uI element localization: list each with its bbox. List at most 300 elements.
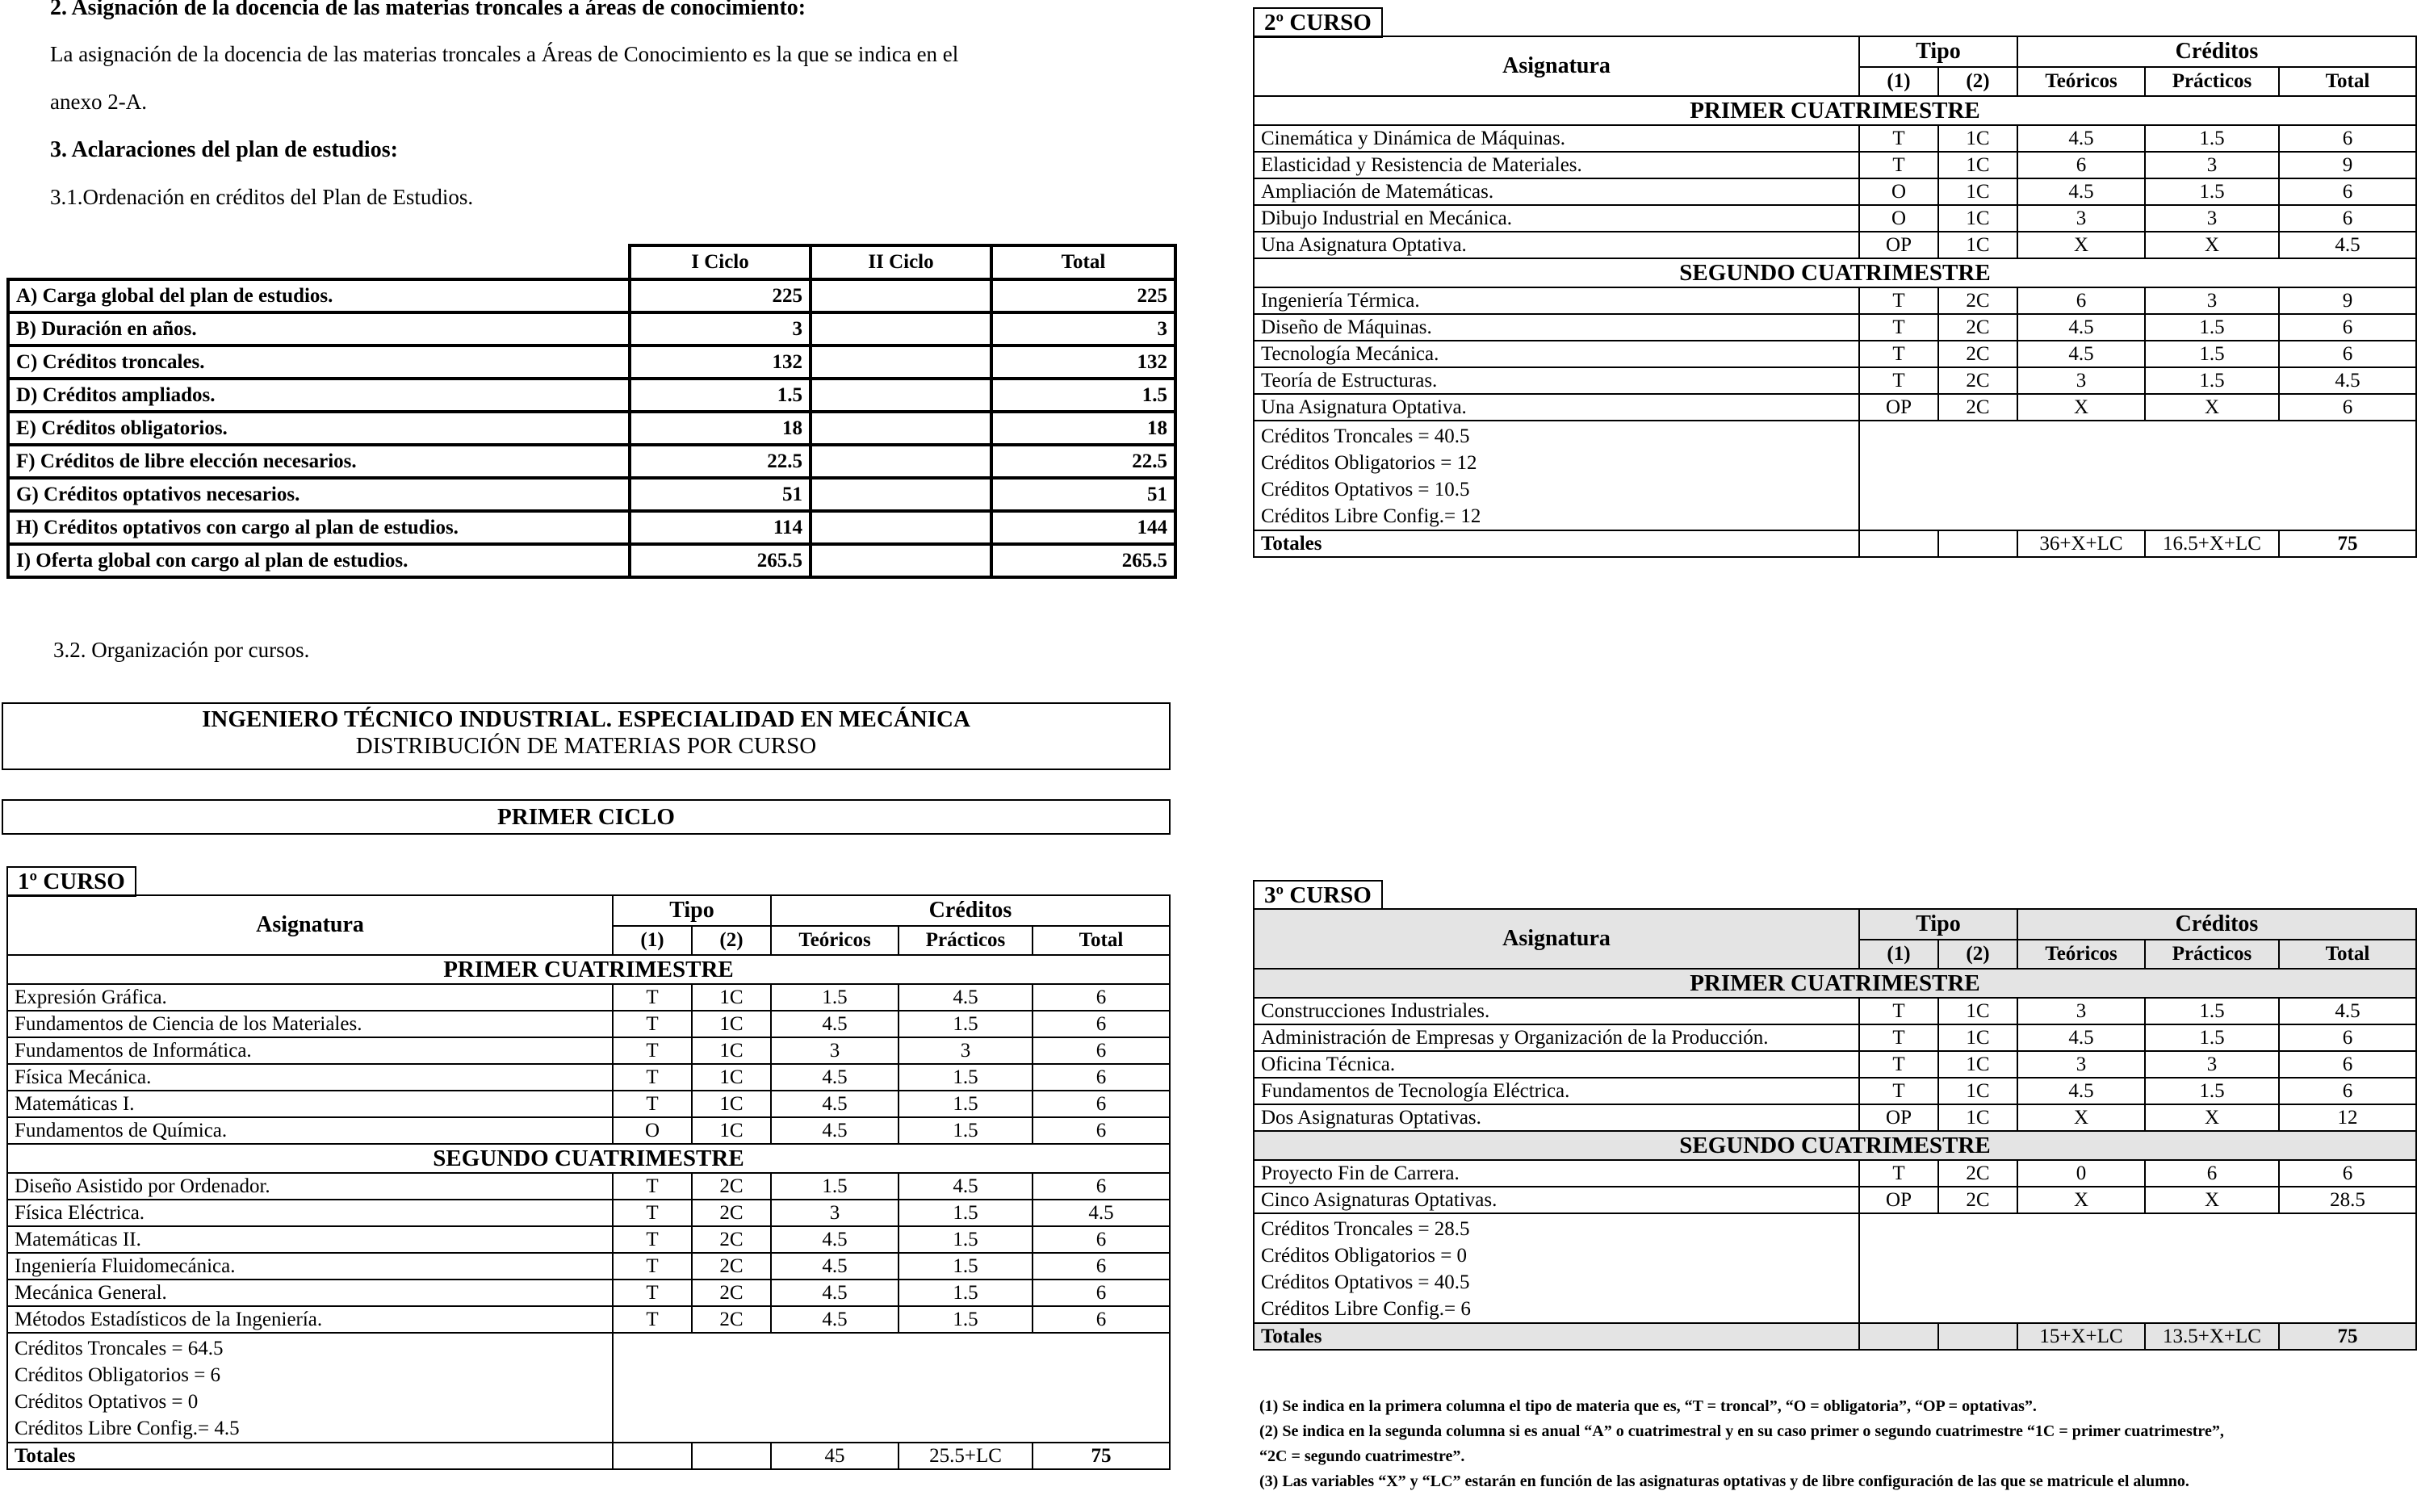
credits-row-label: A) Carga global del plan de estudios. bbox=[8, 279, 630, 312]
course-type-1: T bbox=[1859, 314, 1938, 341]
summary-cell bbox=[1254, 421, 1859, 530]
credits-row-label: I) Oferta global con cargo al plan de estudios. bbox=[8, 544, 630, 577]
course-practicos: X bbox=[2145, 1187, 2279, 1213]
course-row bbox=[1254, 125, 2416, 152]
header-tipo-1: (1) bbox=[613, 926, 692, 955]
course-teoricos: 6 bbox=[2017, 152, 2145, 178]
course-type-2: 1C bbox=[692, 1064, 771, 1091]
course-type-2: 1C bbox=[692, 1037, 771, 1064]
course-total: 6 bbox=[1033, 1226, 1170, 1253]
header-row-1 bbox=[1254, 909, 2416, 940]
course-name: Fundamentos de Informática. bbox=[7, 1037, 613, 1064]
totals-teoricos: 15+X+LC bbox=[2017, 1323, 2145, 1350]
header-teoricos: Teóricos bbox=[2017, 940, 2145, 969]
footnote-2b: “2C = segundo cuatrimestre”. bbox=[1259, 1447, 1465, 1465]
credits-row bbox=[8, 379, 1175, 412]
credits-row bbox=[8, 478, 1175, 511]
course-type-1: T bbox=[1859, 287, 1938, 314]
course-total: 9 bbox=[2279, 152, 2416, 178]
course-type-2: 2C bbox=[1938, 341, 2017, 367]
footnote-3: (3) Las variables “X” y “LC” estarán en función de las asignaturas optativas y de libre configuración de las que se matricule el alumno. bbox=[1259, 1472, 2189, 1490]
course-practicos: 3 bbox=[2145, 287, 2279, 314]
title-line-2: DISTRIBUCIÓN DE MATERIAS POR CURSO bbox=[355, 733, 817, 759]
totals-total: 75 bbox=[2279, 1323, 2416, 1350]
course-row bbox=[7, 1306, 1170, 1333]
course-teoricos: 0 bbox=[2017, 1160, 2145, 1187]
credits-row-ciclo1: 51 bbox=[630, 478, 811, 511]
course-total: 12 bbox=[2279, 1104, 2416, 1131]
course-row bbox=[1254, 367, 2416, 394]
course-practicos: 4.5 bbox=[899, 1173, 1033, 1200]
course-type-2: 1C bbox=[1938, 125, 2017, 152]
totals-type-2 bbox=[692, 1443, 771, 1469]
subheading-3-1: 3.1.Ordenación en créditos del Plan de Estudios. bbox=[50, 185, 474, 209]
course-teoricos: 4.5 bbox=[771, 1091, 899, 1117]
course-practicos: 1.5 bbox=[899, 1280, 1033, 1306]
course-name: Ingeniería Fluidomecánica. bbox=[7, 1253, 613, 1280]
course-name: Dos Asignaturas Optativas. bbox=[1254, 1104, 1859, 1131]
credits-row-ciclo1: 3 bbox=[630, 312, 811, 346]
course-total: 6 bbox=[2279, 178, 2416, 205]
credits-row-label: C) Créditos troncales. bbox=[8, 346, 630, 379]
course-teoricos: 3 bbox=[2017, 367, 2145, 394]
course-type-1: T bbox=[1859, 1051, 1938, 1078]
course-row bbox=[7, 1117, 1170, 1144]
course-row bbox=[7, 1064, 1170, 1091]
course-type-2: 1C bbox=[1938, 998, 2017, 1024]
course-name: Cinco Asignaturas Optativas. bbox=[1254, 1187, 1859, 1213]
summary-line: Créditos Libre Config.= 12 bbox=[1261, 505, 1481, 527]
header-tipo: Tipo bbox=[1859, 36, 2017, 67]
credits-row-ciclo1: 225 bbox=[630, 279, 811, 312]
course-teoricos: 4.5 bbox=[2017, 178, 2145, 205]
course-row bbox=[1254, 341, 2416, 367]
section-segundo-cuatrimestre-label: SEGUNDO CUATRIMESTRE bbox=[7, 1144, 1170, 1173]
course-teoricos: X bbox=[2017, 1187, 2145, 1213]
course-teoricos: 4.5 bbox=[771, 1280, 899, 1306]
course-type-2: 1C bbox=[1938, 152, 2017, 178]
course-teoricos: 4.5 bbox=[2017, 125, 2145, 152]
course-type-2: 1C bbox=[1938, 178, 2017, 205]
course-row bbox=[1254, 1160, 2416, 1187]
course-name: Fundamentos de Tecnología Eléctrica. bbox=[1254, 1078, 1859, 1104]
course-name: Una Asignatura Optativa. bbox=[1254, 394, 1859, 421]
course-practicos: 1.5 bbox=[899, 1091, 1033, 1117]
credits-row-label: F) Créditos de libre elección necesarios. bbox=[8, 445, 630, 478]
course-name: Ingeniería Térmica. bbox=[1254, 287, 1859, 314]
course-teoricos: 6 bbox=[2017, 287, 2145, 314]
course-type-2: 2C bbox=[692, 1306, 771, 1333]
header-tipo-1: (1) bbox=[1859, 67, 1938, 96]
header-teoricos: Teóricos bbox=[771, 926, 899, 955]
course-name: Cinemática y Dinámica de Máquinas. bbox=[1254, 125, 1859, 152]
summary-line: Créditos Libre Config.= 4.5 bbox=[15, 1418, 240, 1439]
course-practicos: 1.5 bbox=[2145, 1078, 2279, 1104]
course-teoricos: 3 bbox=[771, 1037, 899, 1064]
course-name: Física Mecánica. bbox=[7, 1064, 613, 1091]
course-row bbox=[7, 1091, 1170, 1117]
course-practicos: 1.5 bbox=[899, 1226, 1033, 1253]
header-practicos: Prácticos bbox=[2145, 940, 2279, 969]
course-name: Una Asignatura Optativa. bbox=[1254, 232, 1859, 258]
section-segundo-cuatrimestre bbox=[1254, 1131, 2416, 1160]
summary-row bbox=[7, 1333, 1170, 1443]
course-row bbox=[1254, 287, 2416, 314]
curso1-label: 1º CURSO bbox=[6, 866, 136, 897]
summary-empty bbox=[1859, 421, 2416, 530]
course-type-1: T bbox=[613, 1037, 692, 1064]
section-segundo-cuatrimestre-label: SEGUNDO CUATRIMESTRE bbox=[1254, 258, 2416, 287]
summary-line: Créditos Troncales = 40.5 bbox=[1261, 425, 1470, 447]
course-row bbox=[7, 1173, 1170, 1200]
course-type-2: 1C bbox=[1938, 205, 2017, 232]
credits-row-ciclo1: 1.5 bbox=[630, 379, 811, 412]
header-tipo-2: (2) bbox=[1938, 940, 2017, 969]
course-type-1: T bbox=[613, 1226, 692, 1253]
course-practicos: 1.5 bbox=[2145, 367, 2279, 394]
course-name: Teoría de Estructuras. bbox=[1254, 367, 1859, 394]
course-teoricos: 4.5 bbox=[2017, 1024, 2145, 1051]
header-asignatura: Asignatura bbox=[1254, 36, 1859, 96]
course-practicos: 4.5 bbox=[899, 984, 1033, 1011]
course-type-2: 1C bbox=[1938, 1051, 2017, 1078]
totals-type-1 bbox=[1859, 530, 1938, 557]
course-name: Diseño Asistido por Ordenador. bbox=[7, 1173, 613, 1200]
course-type-2: 2C bbox=[692, 1253, 771, 1280]
credits-row-total: 265.5 bbox=[991, 544, 1175, 577]
credits-row-ciclo1: 132 bbox=[630, 346, 811, 379]
course-name: Expresión Gráfica. bbox=[7, 984, 613, 1011]
credits-row-label: B) Duración en años. bbox=[8, 312, 630, 346]
course-row bbox=[1254, 1104, 2416, 1131]
summary-line: Créditos Troncales = 28.5 bbox=[1261, 1218, 1470, 1240]
course-type-2: 1C bbox=[1938, 232, 2017, 258]
summary-line: Créditos Optativos = 40.5 bbox=[1261, 1271, 1470, 1293]
course-type-1: OP bbox=[1859, 1104, 1938, 1131]
course-practicos: 3 bbox=[2145, 152, 2279, 178]
header-creditos: Créditos bbox=[2017, 909, 2416, 940]
course-practicos: 1.5 bbox=[2145, 1024, 2279, 1051]
course-teoricos: 3 bbox=[2017, 1051, 2145, 1078]
course-practicos: 1.5 bbox=[899, 1253, 1033, 1280]
course-name: Ampliación de Matemáticas. bbox=[1254, 178, 1859, 205]
section-primer-cuatrimestre-label: PRIMER CUATRIMESTRE bbox=[1254, 969, 2416, 998]
section-primer-cuatrimestre bbox=[1254, 969, 2416, 998]
totals-practicos: 16.5+X+LC bbox=[2145, 530, 2279, 557]
course-total: 4.5 bbox=[2279, 998, 2416, 1024]
course-teoricos: X bbox=[2017, 1104, 2145, 1131]
course-practicos: 1.5 bbox=[899, 1306, 1033, 1333]
course-practicos: 1.5 bbox=[899, 1200, 1033, 1226]
course-row bbox=[1254, 152, 2416, 178]
totals-type-2 bbox=[1938, 530, 2017, 557]
course-total: 9 bbox=[2279, 287, 2416, 314]
credits-row-total: 3 bbox=[991, 312, 1175, 346]
credits-row-ciclo2 bbox=[811, 544, 991, 577]
course-name: Elasticidad y Resistencia de Materiales. bbox=[1254, 152, 1859, 178]
curso1-table bbox=[6, 894, 1171, 1470]
course-practicos: 1.5 bbox=[899, 1117, 1033, 1144]
course-row bbox=[1254, 1024, 2416, 1051]
totals-teoricos: 36+X+LC bbox=[2017, 530, 2145, 557]
header-tipo-1: (1) bbox=[1859, 940, 1938, 969]
credits-row-total: 144 bbox=[991, 511, 1175, 544]
summary-line: Créditos Optativos = 10.5 bbox=[1261, 479, 1470, 501]
header-row-1 bbox=[1254, 36, 2416, 67]
totals-row bbox=[7, 1443, 1170, 1469]
course-type-1: O bbox=[613, 1117, 692, 1144]
course-total: 4.5 bbox=[2279, 232, 2416, 258]
course-practicos: 3 bbox=[2145, 1051, 2279, 1078]
course-row bbox=[1254, 998, 2416, 1024]
totals-total: 75 bbox=[1033, 1443, 1170, 1469]
course-type-2: 1C bbox=[692, 1011, 771, 1037]
summary-cell bbox=[1254, 1213, 1859, 1323]
course-row bbox=[7, 1200, 1170, 1226]
course-teoricos: X bbox=[2017, 232, 2145, 258]
totals-practicos: 13.5+X+LC bbox=[2145, 1323, 2279, 1350]
credits-row-total: 132 bbox=[991, 346, 1175, 379]
course-type-1: T bbox=[613, 1064, 692, 1091]
header-practicos: Prácticos bbox=[899, 926, 1033, 955]
course-teoricos: 4.5 bbox=[771, 1306, 899, 1333]
credits-row-ciclo2 bbox=[811, 511, 991, 544]
course-type-1: T bbox=[613, 984, 692, 1011]
course-type-1: T bbox=[1859, 341, 1938, 367]
course-row bbox=[1254, 178, 2416, 205]
course-total: 6 bbox=[2279, 125, 2416, 152]
header-asignatura: Asignatura bbox=[1254, 909, 1859, 969]
totals-type-1 bbox=[613, 1443, 692, 1469]
section-segundo-cuatrimestre bbox=[1254, 258, 2416, 287]
totals-type-2 bbox=[1938, 1323, 2017, 1350]
course-type-2: 1C bbox=[692, 1091, 771, 1117]
course-name: Proyecto Fin de Carrera. bbox=[1254, 1160, 1859, 1187]
paragraph-line-1: La asignación de la docencia de las materias troncales a Áreas de Conocimiento es la que se indica en el bbox=[50, 42, 959, 66]
course-total: 6 bbox=[1033, 1011, 1170, 1037]
course-row bbox=[7, 1037, 1170, 1064]
course-row bbox=[1254, 1078, 2416, 1104]
course-practicos: 1.5 bbox=[2145, 178, 2279, 205]
course-type-1: T bbox=[1859, 152, 1938, 178]
course-name: Métodos Estadísticos de la Ingeniería. bbox=[7, 1306, 613, 1333]
summary-empty bbox=[1859, 1213, 2416, 1323]
credits-row-total: 22.5 bbox=[991, 445, 1175, 478]
course-total: 6 bbox=[1033, 1253, 1170, 1280]
header-tipo: Tipo bbox=[613, 895, 771, 926]
credits-row-label: G) Créditos optativos necesarios. bbox=[8, 478, 630, 511]
course-total: 6 bbox=[1033, 1173, 1170, 1200]
header-tipo-2: (2) bbox=[692, 926, 771, 955]
course-name: Construcciones Industriales. bbox=[1254, 998, 1859, 1024]
summary-empty bbox=[613, 1333, 1170, 1443]
course-total: 6 bbox=[2279, 1078, 2416, 1104]
course-teoricos: 4.5 bbox=[771, 1117, 899, 1144]
header-total: Total bbox=[1033, 926, 1170, 955]
credits-row bbox=[8, 279, 1175, 312]
totals-teoricos: 45 bbox=[771, 1443, 899, 1469]
totals-total: 75 bbox=[2279, 530, 2416, 557]
course-total: 28.5 bbox=[2279, 1187, 2416, 1213]
totals-row bbox=[1254, 530, 2416, 557]
course-type-2: 1C bbox=[692, 984, 771, 1011]
section-primer-cuatrimestre bbox=[7, 955, 1170, 984]
credits-row bbox=[8, 511, 1175, 544]
course-type-1: O bbox=[1859, 178, 1938, 205]
header-creditos: Créditos bbox=[771, 895, 1170, 926]
credits-row-ciclo2 bbox=[811, 346, 991, 379]
curso2-label: 2º CURSO bbox=[1253, 7, 1383, 38]
course-name: Mecánica General. bbox=[7, 1280, 613, 1306]
course-type-1: T bbox=[1859, 1160, 1938, 1187]
section-primer-cuatrimestre bbox=[1254, 96, 2416, 125]
subheading-3-2: 3.2. Organización por cursos. bbox=[53, 638, 310, 662]
credits-row bbox=[8, 445, 1175, 478]
course-teoricos: 3 bbox=[2017, 998, 2145, 1024]
course-practicos: 1.5 bbox=[899, 1011, 1033, 1037]
course-name: Fundamentos de Química. bbox=[7, 1117, 613, 1144]
course-practicos: 3 bbox=[899, 1037, 1033, 1064]
credits-row bbox=[8, 346, 1175, 379]
course-practicos: 6 bbox=[2145, 1160, 2279, 1187]
course-row bbox=[1254, 314, 2416, 341]
summary-row bbox=[1254, 1213, 2416, 1323]
credits-row-label: D) Créditos ampliados. bbox=[8, 379, 630, 412]
credits-row-label: E) Créditos obligatorios. bbox=[8, 412, 630, 445]
course-total: 6 bbox=[2279, 341, 2416, 367]
summary-line: Créditos Libre Config.= 6 bbox=[1261, 1298, 1471, 1320]
course-type-1: T bbox=[613, 1091, 692, 1117]
course-practicos: 1.5 bbox=[2145, 341, 2279, 367]
credits-row-ciclo1: 265.5 bbox=[630, 544, 811, 577]
credits-row-ciclo1: 22.5 bbox=[630, 445, 811, 478]
empty-header-cell bbox=[8, 245, 630, 279]
course-teoricos: X bbox=[2017, 394, 2145, 421]
header-tipo-2: (2) bbox=[1938, 67, 2017, 96]
footnotes bbox=[1259, 1394, 2414, 1494]
credits-row-ciclo2 bbox=[811, 445, 991, 478]
course-name: Matemáticas I. bbox=[7, 1091, 613, 1117]
header-total: Total bbox=[991, 245, 1175, 279]
footnote-2a: (2) Se indica en la segunda columna si es anual “A” o cuatrimestral y en su caso primer o segundo cuatrimestre “1C = primer cuatrimestre”, bbox=[1259, 1422, 2224, 1440]
heading-section-2: 2. Asignación de la docencia de las materias troncales a áreas de conocimiento: bbox=[50, 0, 806, 20]
course-total: 6 bbox=[2279, 1024, 2416, 1051]
course-type-2: 2C bbox=[1938, 394, 2017, 421]
course-name: Administración de Empresas y Organización de la Producción. bbox=[1254, 1024, 1859, 1051]
credits-row-total: 1.5 bbox=[991, 379, 1175, 412]
curso3-label: 3º CURSO bbox=[1253, 880, 1383, 911]
course-total: 4.5 bbox=[2279, 367, 2416, 394]
header-i-ciclo: I Ciclo bbox=[630, 245, 811, 279]
course-name: Dibujo Industrial en Mecánica. bbox=[1254, 205, 1859, 232]
credits-row-label: H) Créditos optativos con cargo al plan de estudios. bbox=[8, 511, 630, 544]
course-row bbox=[1254, 1051, 2416, 1078]
course-row bbox=[7, 1253, 1170, 1280]
course-teoricos: 4.5 bbox=[2017, 341, 2145, 367]
paragraph-line-2: anexo 2-A. bbox=[50, 90, 147, 114]
course-type-1: T bbox=[613, 1280, 692, 1306]
header-creditos: Créditos bbox=[2017, 36, 2416, 67]
totals-row bbox=[1254, 1323, 2416, 1350]
credits-row bbox=[8, 412, 1175, 445]
course-type-2: 2C bbox=[1938, 287, 2017, 314]
credits-row-ciclo2 bbox=[811, 412, 991, 445]
section-segundo-cuatrimestre-label: SEGUNDO CUATRIMESTRE bbox=[1254, 1131, 2416, 1160]
credits-row-total: 51 bbox=[991, 478, 1175, 511]
course-teoricos: 4.5 bbox=[771, 1011, 899, 1037]
credits-row-ciclo2 bbox=[811, 478, 991, 511]
header-asignatura: Asignatura bbox=[7, 895, 613, 955]
course-total: 6 bbox=[1033, 1117, 1170, 1144]
course-total: 6 bbox=[1033, 1037, 1170, 1064]
course-type-2: 2C bbox=[692, 1173, 771, 1200]
course-name: Física Eléctrica. bbox=[7, 1200, 613, 1226]
course-row bbox=[7, 1280, 1170, 1306]
course-total: 6 bbox=[1033, 1280, 1170, 1306]
course-teoricos: 4.5 bbox=[771, 1253, 899, 1280]
course-type-2: 1C bbox=[1938, 1024, 2017, 1051]
course-type-2: 2C bbox=[692, 1226, 771, 1253]
summary-cell bbox=[7, 1333, 613, 1443]
course-name: Diseño de Máquinas. bbox=[1254, 314, 1859, 341]
credits-table-body bbox=[8, 279, 1175, 577]
course-teoricos: 3 bbox=[2017, 205, 2145, 232]
course-type-2: 2C bbox=[692, 1280, 771, 1306]
totals-label: Totales bbox=[7, 1443, 613, 1469]
course-type-2: 2C bbox=[1938, 367, 2017, 394]
section-segundo-cuatrimestre bbox=[7, 1144, 1170, 1173]
course-type-1: OP bbox=[1859, 232, 1938, 258]
course-row bbox=[7, 1011, 1170, 1037]
course-type-2: 1C bbox=[1938, 1104, 2017, 1131]
header-total: Total bbox=[2279, 67, 2416, 96]
course-total: 6 bbox=[2279, 314, 2416, 341]
course-practicos: 1.5 bbox=[2145, 998, 2279, 1024]
course-row bbox=[1254, 394, 2416, 421]
course-type-1: T bbox=[1859, 998, 1938, 1024]
course-total: 6 bbox=[2279, 1051, 2416, 1078]
course-practicos: X bbox=[2145, 394, 2279, 421]
heading-section-3: 3. Aclaraciones del plan de estudios: bbox=[50, 137, 398, 162]
summary-line: Créditos Optativos = 0 bbox=[15, 1391, 199, 1413]
section-primer-cuatrimestre-label: PRIMER CUATRIMESTRE bbox=[7, 955, 1170, 984]
credits-row-total: 18 bbox=[991, 412, 1175, 445]
credits-row bbox=[8, 544, 1175, 577]
credits-row-ciclo1: 18 bbox=[630, 412, 811, 445]
course-total: 6 bbox=[1033, 1091, 1170, 1117]
course-total: 6 bbox=[2279, 1160, 2416, 1187]
course-total: 6 bbox=[1033, 1064, 1170, 1091]
course-row bbox=[7, 1226, 1170, 1253]
totals-type-1 bbox=[1859, 1323, 1938, 1350]
header-tipo: Tipo bbox=[1859, 909, 2017, 940]
course-type-1: T bbox=[613, 1173, 692, 1200]
course-teoricos: 3 bbox=[771, 1200, 899, 1226]
course-name: Fundamentos de Ciencia de los Materiales. bbox=[7, 1011, 613, 1037]
summary-row bbox=[1254, 421, 2416, 530]
title-line-1: INGENIERO TÉCNICO INDUSTRIAL. ESPECIALIDAD EN MECÁNICA bbox=[202, 706, 970, 732]
course-total: 6 bbox=[1033, 984, 1170, 1011]
course-row bbox=[7, 984, 1170, 1011]
course-practicos: 1.5 bbox=[2145, 125, 2279, 152]
credits-row-ciclo1: 114 bbox=[630, 511, 811, 544]
totals-label: Totales bbox=[1254, 530, 1859, 557]
course-practicos: X bbox=[2145, 232, 2279, 258]
course-type-1: T bbox=[613, 1253, 692, 1280]
course-type-1: OP bbox=[1859, 394, 1938, 421]
course-teoricos: 4.5 bbox=[2017, 314, 2145, 341]
credits-row-ciclo2 bbox=[811, 279, 991, 312]
